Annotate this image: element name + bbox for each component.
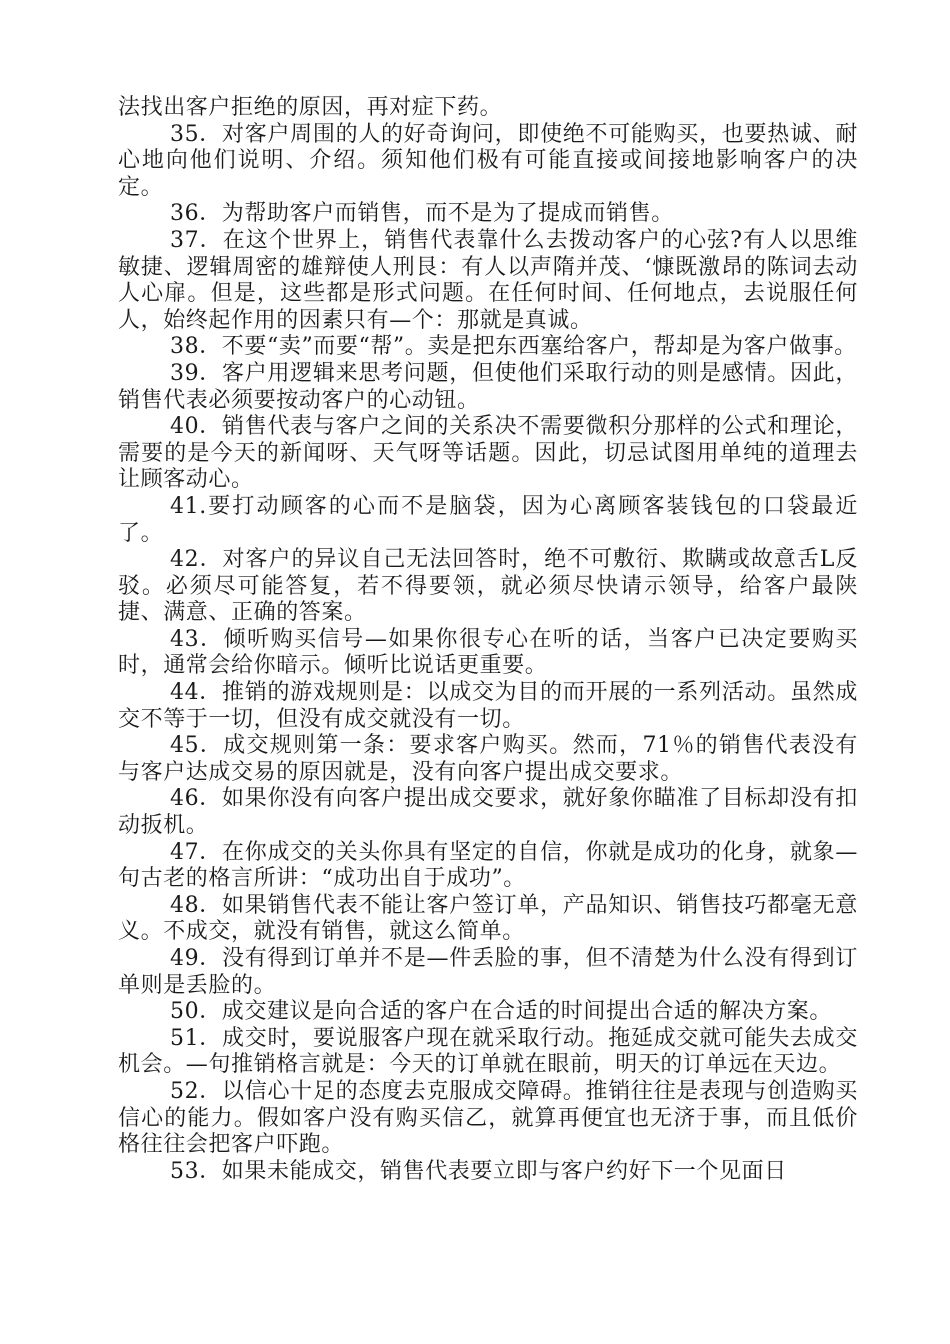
paragraph-42: 42．对客户的异议自己无法回答时，绝不可敷衍、欺瞒或故意舌L反驳。必须尽可能答复，若不得要领，就必须尽快请示领导，给客户最陕捷、满意、正确的答案。 <box>118 547 858 626</box>
paragraph-52: 52．以信心十足的态度去克服成交障碍。推销往往是表现与创造购买信心的能力。假如客户没有购买信乙，就算再便宜也无济于事，而且低价格往往会把客户吓跑。 <box>118 1078 858 1158</box>
paragraph-35: 35．对客户周围的人的好奇询问，即使绝不可能购买，也要热诚、耐心地向他们说明、介绍。须知他们极有可能直接或间接地影响客户的决定。 <box>118 121 858 200</box>
paragraph-continuation: 法找出客户拒绝的原因，再对症下药。 <box>118 95 503 120</box>
paragraph-45: 45．成交规则第一条：要求客户购买。然而，71％的销售代表没有与客户达成交易的原因就是，没有向客户提出成交要求。 <box>118 733 858 785</box>
paragraph-46: 46．如果你没有向客户提出成交要求，就好象你瞄准了目标却没有扣动扳机。 <box>118 786 858 839</box>
paragraph-38: 38．不要“卖”而要“帮”。卖是把东西塞给客户，帮却是为客户做事。 <box>170 334 857 360</box>
paragraph-48: 48．如果销售代表不能让客户签订单，产品知识、销售技巧都毫无意义。不成交，就没有销售，就这么简单。 <box>118 892 858 945</box>
paragraph-43: 43．倾听购买信号—如果你很专心在听的话，当客户已决定要购买时，通常会给你暗示。倾听比说话更重要。 <box>118 626 858 679</box>
paragraph-37: 37．在这个世界上，销售代表靠什么去拨动客户的心弦?有人以思维敏捷、逻辑周密的雄辩使人刑艮：有人以声隋并茂、‘慷既激昂的陈词去动人心扉。但是，这些都是形式问题。在任何时间、任何地点，去说服任何人，始终起作用的因素只有—个：那就是真诚。 <box>118 227 858 333</box>
paragraph-50: 50．成交建议是向合适的客户在合适的时间提出合适的解决方案。 <box>170 999 832 1025</box>
paragraph-36: 36．为帮助客户而销售，而不是为了提成而销售。 <box>170 201 674 227</box>
paragraph-41: 41.要打动顾客的心而不是脑袋，因为心离顾客装钱包的口袋最近了。 <box>118 493 858 546</box>
paragraph-49: 49．没有得到订单并不是—件丢脸的事，但不清楚为什么没有得到订单则是丢脸的。 <box>118 946 858 998</box>
document-page <box>118 95 858 1185</box>
paragraph-53: 53．如果未能成交，销售代表要立即与客户约好下一个见面日 <box>170 1158 787 1184</box>
paragraph-39: 39．客户用逻辑来思考问题，但使他们采取行动的则是感情。因此，销售代表必须要按动客户的心动钮。 <box>118 360 858 413</box>
paragraph-47: 47．在你成交的关头你具有坚定的自信，你就是成功的化身，就象—句古老的格言所讲：“成功出自于成功”。 <box>118 839 858 892</box>
paragraph-40: 40．销售代表与客户之间的关系决不需要微积分那样的公式和理论，需要的是今天的新闻呀、天气呀等话题。因此，切忌试图用单纯的道理去让顾客动心。 <box>118 414 858 493</box>
paragraph-51: 51．成交时，要说服客户现在就采取行动。拖延成交就可能失去成交机会。—句推销格言就是：今天的订单就在眼前，明天的订单远在天边。 <box>118 1025 858 1078</box>
paragraph-44: 44．推销的游戏规则是：以成交为目的而开展的一系列活动。虽然成交不等于一切，但没有成交就没有一切。 <box>118 680 858 732</box>
